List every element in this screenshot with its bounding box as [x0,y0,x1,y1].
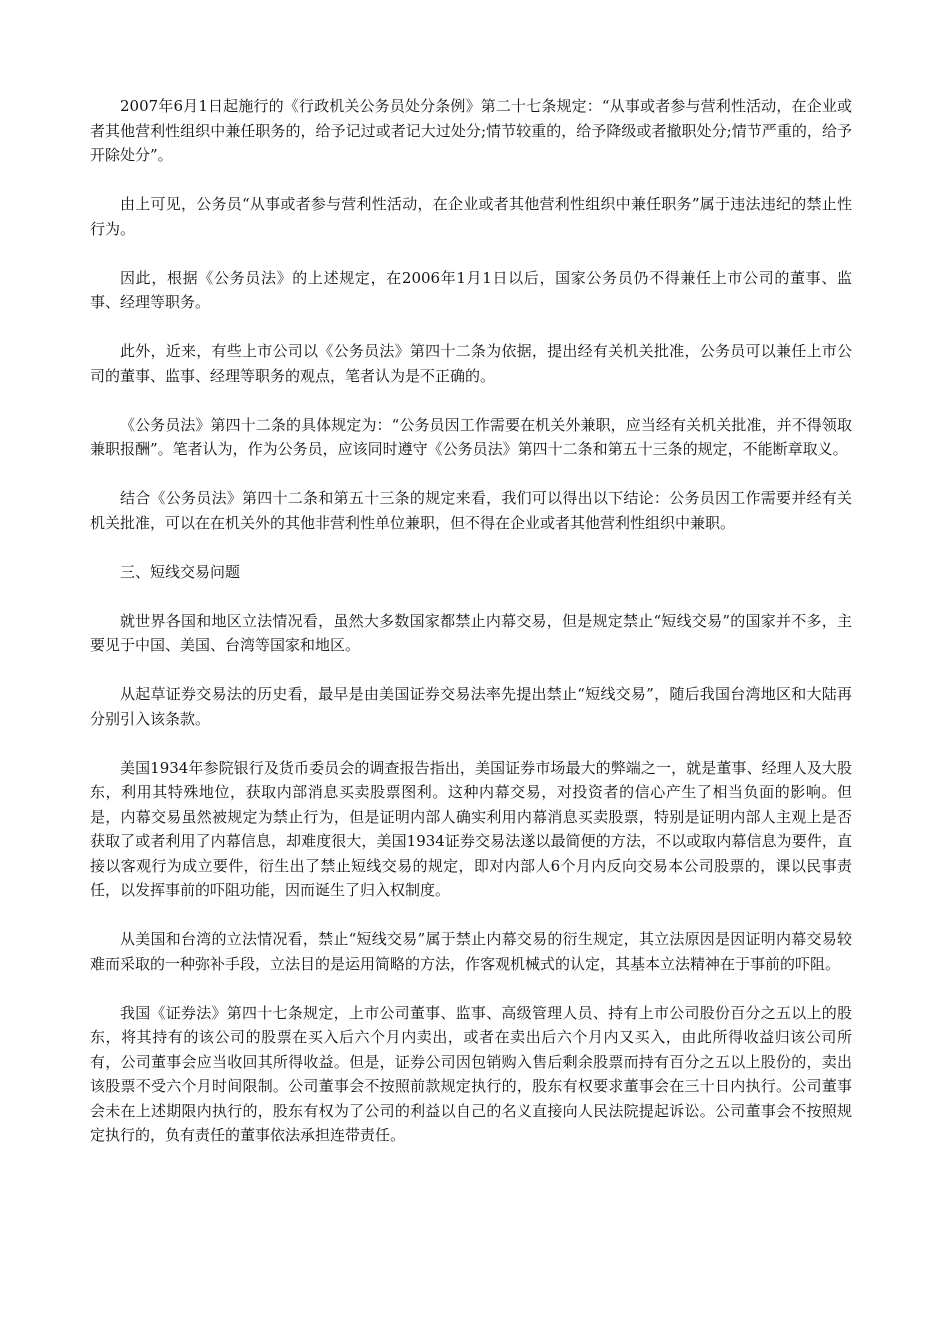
paragraph-penalty-regulation: 2007年6月1日起施行的《行政机关公务员处分条例》第二十七条规定：“从事或者参与营利性活动，在企业或者其他营利性组织中兼任职务的，给予记过或者记大过处分;情节较重的，给予降级或者撤职处分;情节严重的，给予开除处分”。 [90,97,852,164]
paragraph-legislation-overview: 就世界各国和地区立法情况看，虽然大多数国家都禁止内幕交易，但是规定禁止“短线交易”的国家并不多，主要见于中国、美国、台湾等国家和地区。 [90,611,852,654]
document-page [90,94,852,1172]
paragraph-legislation-history: 从起草证券交易法的历史看，最早是由美国证券交易法率先提出禁止“短线交易”，随后我国台湾地区和大陆再分别引入该条款。 [90,685,852,728]
paragraph-article-42-view: 此外，近来，有些上市公司以《公务员法》第四十二条为依据，提出经有关机关批准，公务员可以兼任上市公司的董事、监事、经理等职务的观点，笔者认为是不正确的。 [90,342,852,385]
paragraph-conclusion-2006: 因此，根据《公务员法》的上述规定，在2006年1月1日以后，国家公务员仍不得兼任上市公司的董事、监事、经理等职务。 [90,268,852,311]
paragraph-article-42-text: 《公务员法》第四十二条的具体规定为：“公务员因工作需要在机关外兼职，应当经有关机关批准，并不得领取兼职报酬”。笔者认为，作为公务员，应该同时遵守《公务员法》第四十二条和第五十三条的规定，不能断章取义。 [90,415,852,458]
paragraph-us-taiwan-rationale: 从美国和台湾的立法情况看，禁止“短线交易”属于禁止内幕交易的衍生规定，其立法原因是因证明内幕交易较难而采取的一种弥补手段，立法目的是运用简略的方法，作客观机械式的认定，其基本立法精神在于事前的吓阻。 [90,930,852,973]
paragraph-prohibited-behavior: 由上可见，公务员“从事或者参与营利性活动，在企业或者其他营利性组织中兼任职务”属于违法违纪的禁止性行为。 [90,195,852,238]
paragraph-securities-law-47: 我国《证券法》第四十七条规定，上市公司董事、监事、高级管理人员、持有上市公司股份百分之五以上的股东，将其持有的该公司的股票在买入后六个月内卖出，或者在卖出后六个月内又买入，由此所得收益归该公司所有，公司董事会应当收回其所得收益。但是，证券公司因包销购入售后剩余股票而持有百分之五以上股份的，卖出该股票不受六个月时间限制。公司董事会不按照前款规定执行的，股东有权要求董事会在三十日内执行。公司董事会未在上述期限内执行的，股东有权为了公司的利益以自己的名义直接向人民法院提起诉讼。公司董事会不按照规定执行的，负有责任的董事依法承担连带责任。 [90,1003,852,1144]
paragraph-combined-conclusion: 结合《公务员法》第四十二条和第五十三条的规定来看，我们可以得出以下结论：公务员因工作需要并经有关机关批准，可以在在机关外的其他非营利性单位兼职，但不得在企业或者其他营利性组织中兼职。 [90,489,852,532]
paragraph-us-1934-report: 美国1934年参院银行及货币委员会的调查报告指出，美国证券市场最大的弊端之一，就是董事、经理人及大股东，利用其特殊地位，获取内部消息买卖股票图利。这种内幕交易，对投资者的信心产生了相当负面的影响。但是，内幕交易虽然被规定为禁止行为，但是证明内部人确实利用内幕消息买卖股票，特别是证明内部人主观上是否获取了或者利用了内幕信息，却难度很大，美国1934证券交易法遂以最简便的方法，不以或取内幕信息为要件，直接以客观行为成立要件，衍生出了禁止短线交易的规定，即对内部人6个月内反向交易本公司股票的，课以民事责任，以发挥事前的吓阻功能，因而诞生了归入权制度。 [90,758,852,899]
section-heading: 三、短线交易问题 [120,562,241,581]
